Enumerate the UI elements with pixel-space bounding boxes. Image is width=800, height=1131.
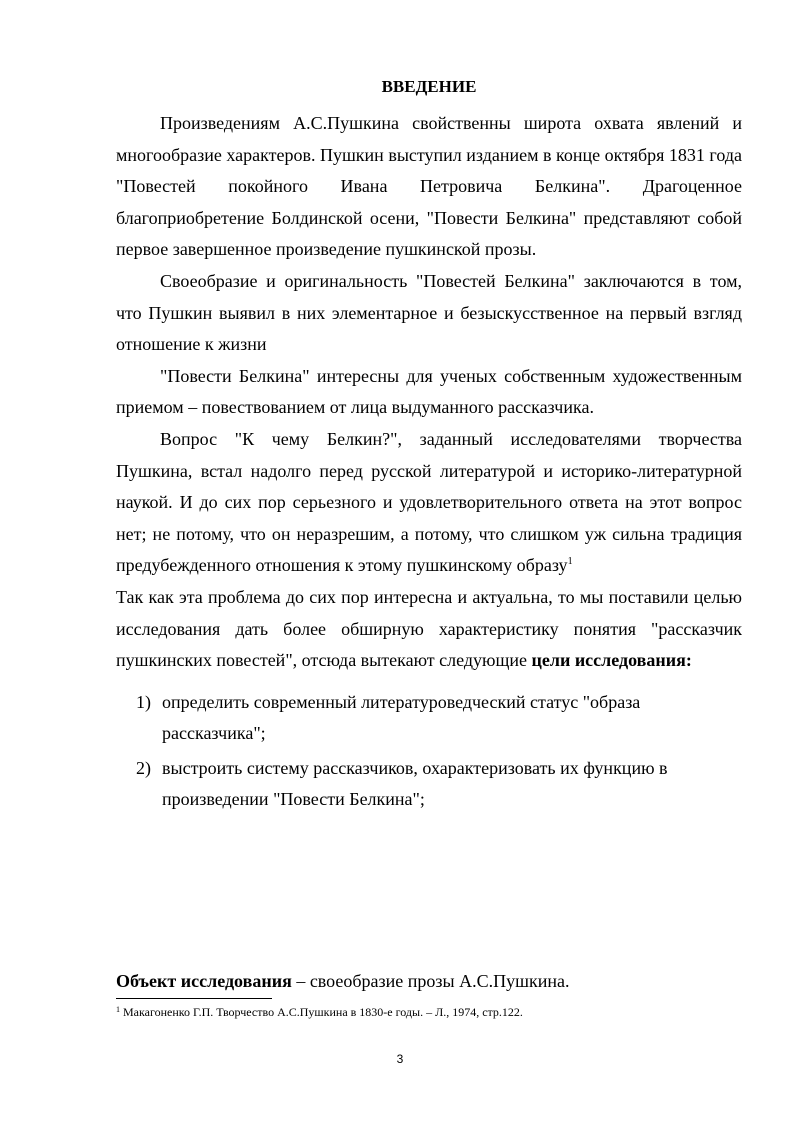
list-item: [116, 687, 742, 750]
footnote: [116, 1004, 742, 1020]
paragraph-4-text: Вопрос "К чему Белкин?", заданный исследователями творчества Пушкина, встал надолго перед русской литературой и историко-литературной наукой. И до сих пор серьезного и удовлетворительного ответа на этот вопрос нет; не потому, что он неразрешим, а потому, что слишком уж сильна традиция предубежденного отношения к этому пушкинскому образу: [116, 428, 742, 576]
list-item: [116, 753, 742, 816]
paragraph-4: [116, 424, 742, 582]
research-object-text: – своеобразие прозы А.С.Пушкина.: [291, 971, 570, 991]
goals-list: [116, 687, 742, 816]
list-item-number: 1): [136, 691, 151, 712]
footnote-reference: 1: [567, 556, 573, 568]
footnote-number: 1: [116, 1005, 120, 1014]
research-goals-label: цели исследования:: [531, 650, 692, 671]
page-number: 3: [396, 1052, 404, 1066]
list-item-text: определить современный литературоведческий статус "образа рассказчика";: [162, 691, 641, 744]
list-item-text: выстроить систему рассказчиков, охарактеризовать их функцию в произведении "Повести Белкина";: [162, 757, 668, 810]
main-text: [116, 76, 742, 819]
paragraph-1: Произведениям А.С.Пушкина свойственны широта охвата явлений и многообразие характеров. Пушкин выступил изданием в конце октября 1831 года "Повестей покойного Ивана Петровича Белкина". Драгоценное благоприобретение Болдинской осени, "Повести Белкина" представляют собой первое завершенное произведение пушкинской прозы.: [116, 113, 742, 260]
paragraph-5-text: Так как эта проблема до сих пор интересна и актуальна, то мы поставили целью исследования дать более обширную характеристику понятия "рассказчик пушкинских повестей", отсюда вытекают следующие: [116, 586, 742, 671]
list-item-number: 2): [136, 757, 151, 778]
paragraph-5: [116, 582, 742, 677]
research-object-label: Объект исследования: [116, 971, 292, 991]
research-object: [116, 967, 742, 995]
footnote-divider: [116, 998, 272, 999]
page-title: ВВЕДЕНИЕ: [381, 77, 477, 96]
paragraph-2: Своеобразие и оригинальность "Повестей Белкина" заключаются в том, что Пушкин выявил в них элементарное и безыскусственное на первый взгляд отношение к жизни: [116, 270, 742, 355]
paragraph-3: "Повести Белкина" интересны для ученых собственным художественным приемом – повествованием от лица выдуманного рассказчика.: [116, 365, 742, 418]
footnote-text: Макагоненко Г.П. Творчество А.С.Пушкина в 1830-е годы. – Л., 1974, стр.122.: [120, 1005, 523, 1019]
